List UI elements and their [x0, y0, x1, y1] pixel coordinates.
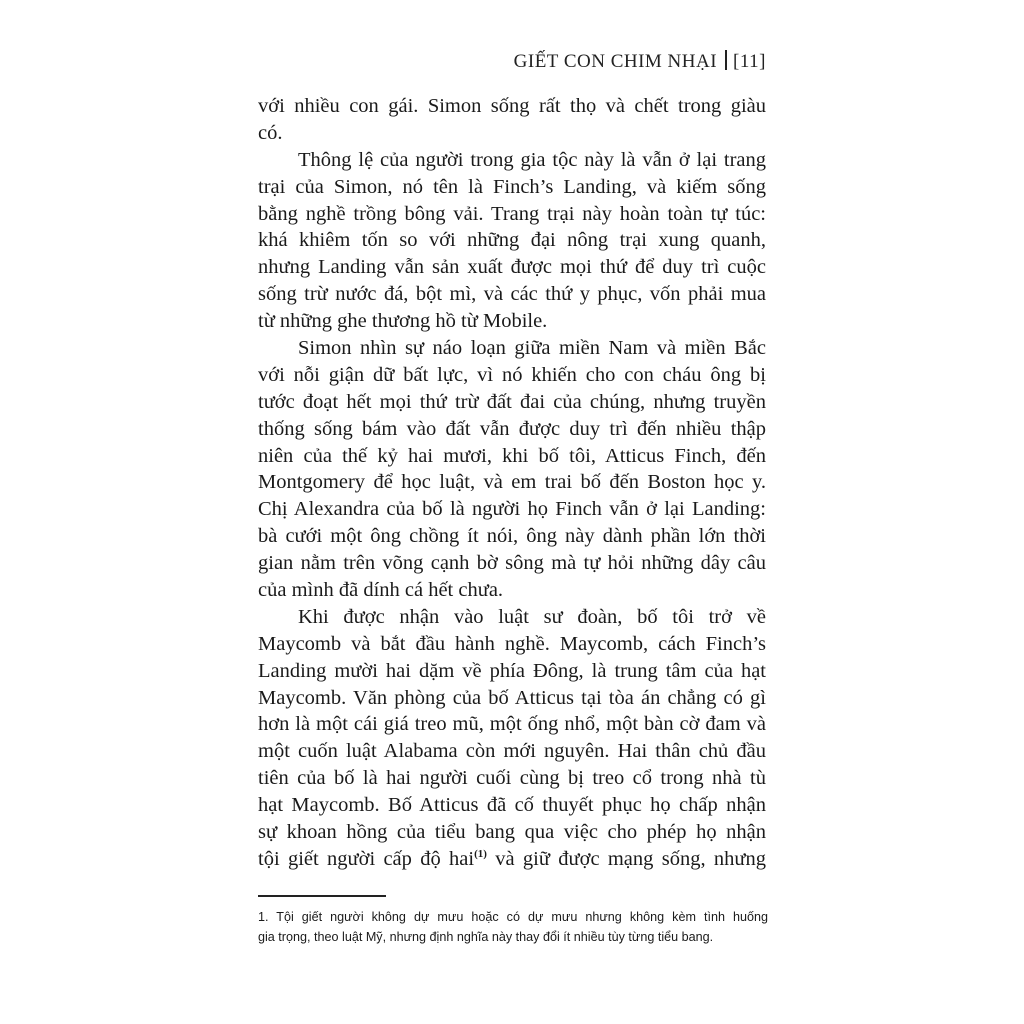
text-line: Landing mười hai dặm về phía Đông, là trung tâm của hạt — [258, 659, 766, 682]
text-line: Montgomery để học luật, và em trai bố đến Boston học y. — [258, 471, 766, 494]
footnote-line: gia trọng, theo luật Mỹ, nhưng định nghĩa này thay đổi ít nhiều tùy từng tiểu bang. — [258, 930, 714, 944]
text-line: trại của Simon, nó tên là Finch’s Landing, và kiếm sống — [258, 175, 766, 198]
text-line: Maycomb. Văn phòng của bố Atticus tại tòa án chẳng có gì — [258, 686, 766, 709]
text-segment: tội giết người cấp độ hai — [258, 847, 475, 870]
text-line: sự khoan hồng của tiểu bang qua việc cho phép họ nhận — [258, 821, 766, 844]
text-line: tiên của bố là hai người cuối cùng bị treo cổ trong nhà tù — [258, 767, 766, 790]
body-text — [258, 93, 766, 873]
text-line: có. — [258, 121, 283, 144]
text-line: Maycomb và bắt đầu hành nghề. Maycomb, cách Finch’s — [258, 632, 766, 655]
text-line: tước đoạt hết mọi thứ trừ đất đai của chúng, nhưng truyền — [258, 390, 766, 413]
paragraph-start-line: Simon nhìn sự náo loạn giữa miền Nam và miền Bắc — [298, 337, 766, 360]
text-line: niên của thế kỷ hai mươi, khi bố tôi, Atticus Finch, đến — [258, 444, 766, 467]
text-line: hơn là một cái giá treo mũ, một ống nhổ, một bàn cờ đam và — [258, 713, 766, 736]
text-line: bà cưới một ông chồng ít nói, ông này dành phần lớn thời — [258, 525, 766, 548]
page-number: [11] — [733, 51, 766, 72]
paragraph-start-line: Thông lệ của người trong gia tộc này là vẫn ở lại trang — [298, 148, 766, 171]
running-header — [514, 50, 766, 73]
text-line: gian nằm trên võng cạnh bờ sông mà tự hỏi những dây câu — [258, 552, 766, 575]
footnote — [258, 907, 768, 947]
text-line: nhưng Landing vẫn sản xuất được mọi thứ để duy trì cuộc — [258, 256, 766, 279]
text-segment: và giữ được mạng sống, nhưng — [495, 847, 766, 870]
footnote-marker[interactable]: (1) — [474, 847, 487, 860]
paragraph-start-line: Khi được nhận vào luật sư đoàn, bố tôi trở về — [298, 605, 766, 628]
text-line: của mình đã dính cá hết chưa. — [258, 579, 504, 602]
text-line-with-footnote — [258, 846, 766, 873]
text-line: sống trừ nước đá, bột mì, và các thứ y phục, vốn phải mua — [258, 283, 766, 306]
header-divider — [725, 50, 727, 70]
text-line: thống sống bám vào đất vẫn được duy trì đến nhiều thập — [258, 417, 766, 440]
text-line: Chị Alexandra của bố là người họ Finch vẫn ở lại Landing: — [258, 498, 766, 521]
footnote-line: 1. Tội giết người không dự mưu hoặc có dự mưu nhưng không kèm tình huống — [258, 910, 768, 924]
text-line: hạt Maycomb. Bố Atticus đã cố thuyết phục họ chấp nhận — [258, 794, 766, 817]
text-line: một cuốn luật Alabama còn mới nguyên. Hai thân chủ đầu — [258, 740, 766, 763]
footnote-divider — [258, 895, 386, 897]
text-line: với nỗi giận dữ bất lực, vì nó khiến cho con cháu ông bị — [258, 363, 766, 386]
text-line: từ những ghe thương hồ từ Mobile. — [258, 310, 548, 333]
text-line: khá khiêm tốn so với những đại nông trại xung quanh, — [258, 229, 766, 252]
text-line: bằng nghề trồng bông vải. Trang trại này hoàn toàn tự túc: — [258, 202, 766, 225]
text-line: với nhiều con gái. Simon sống rất thọ và chết trong giàu — [258, 95, 766, 117]
book-title: GIẾT CON CHIM NHẠI — [513, 51, 718, 72]
